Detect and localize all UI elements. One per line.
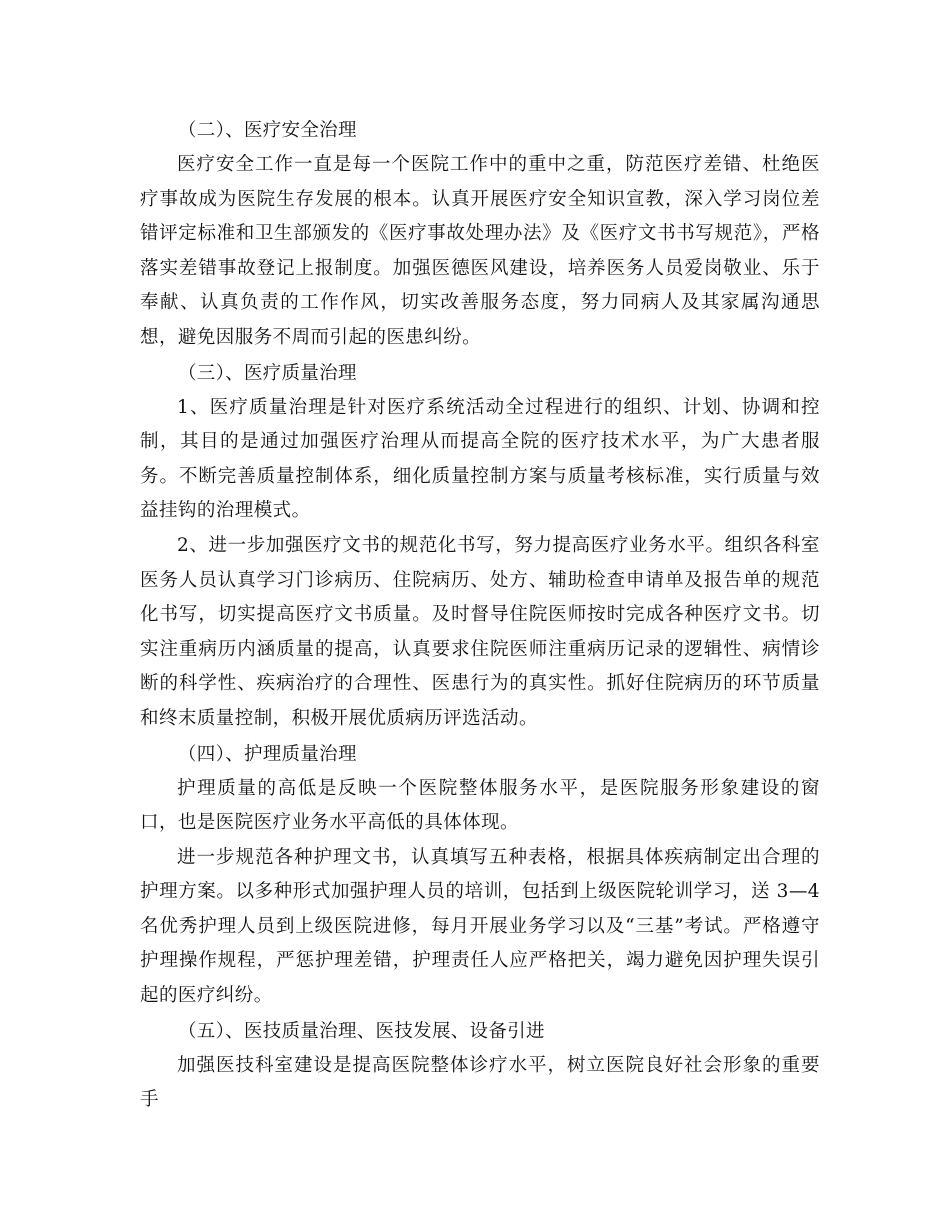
document-body: [140, 113, 820, 1118]
section-heading: （五）、医技质量治理、医技发展、设备引进: [178, 1020, 545, 1042]
paragraph: 医疗安全工作一直是每一个医院工作中的重中之重，防范医疗差错、杜绝医疗事故成为医院生存发展的根本。认真开展医疗安全知识宣教，深入学习岗位差错评定标准和卫生部颁发的《医疗事故处理办法》及《医疗文书书写规范》，严格落实差错事故登记上报制度。加强医德医风建设，培养医务人员爱岗敬业、乐于奉献、认真负责的工作作风，切实改善服务态度，努力同病人及其家属沟通思想，避免因服务不周而引起的医患纠纷。: [140, 154, 820, 348]
paragraph: 2、进一步加强医疗文书的规范化书写，努力提高医疗业务水平。组织各科室医务人员认真学习门诊病历、住院病历、处方、辅助检查申请单及报告单的规范化书写，切实提高医疗文书质量。及时督导住院医师按时完成各种医疗文书。切实注重病历内涵质量的提高，认真要求住院医师注重病历记录的逻辑性、病情诊断的科学性、疾病治疗的合理性、医患行为的真实性。抓好住院病历的环节质量和终末质量控制，积极开展优质病历评选活动。: [140, 534, 820, 729]
paragraph: 加强医技科室建设是提高医院整体诊疗水平，树立医院良好社会形象的重要手: [140, 1054, 820, 1111]
paragraph: 护理质量的高低是反映一个医院整体服务水平，是医院服务形象建设的窗口，也是医院医疗业务水平高低的具体体现。: [140, 777, 820, 834]
section-heading: （二）、医疗安全治理: [178, 120, 357, 141]
section-heading: （四）、护理质量治理: [178, 743, 357, 765]
paragraph: 进一步规范各种护理文书，认真填写五种表格，根据具体疾病制定出合理的护理方案。以多种形式加强护理人员的培训，包括到上级医院轮训学习，送 3—4 名优秀护理人员到上级医院进修，每月开展业务学习以及“三基”考试。严格遵守护理操作规程，严惩护理差错，护理责任人应严格把关，竭力避免因护理失误引起的医疗纠纷。: [140, 846, 820, 1007]
section-heading: （三）、医疗质量治理: [178, 362, 357, 384]
paragraph: 1、医疗质量治理是针对医疗系统活动全过程进行的组织、计划、协调和控制，其目的是通过加强医疗治理从而提高全院的医疗技术水平，为广大患者服务。不断完善质量控制体系，细化质量控制方案与质量考核标准，实行质量与效益挂钩的治理模式。: [140, 396, 820, 522]
